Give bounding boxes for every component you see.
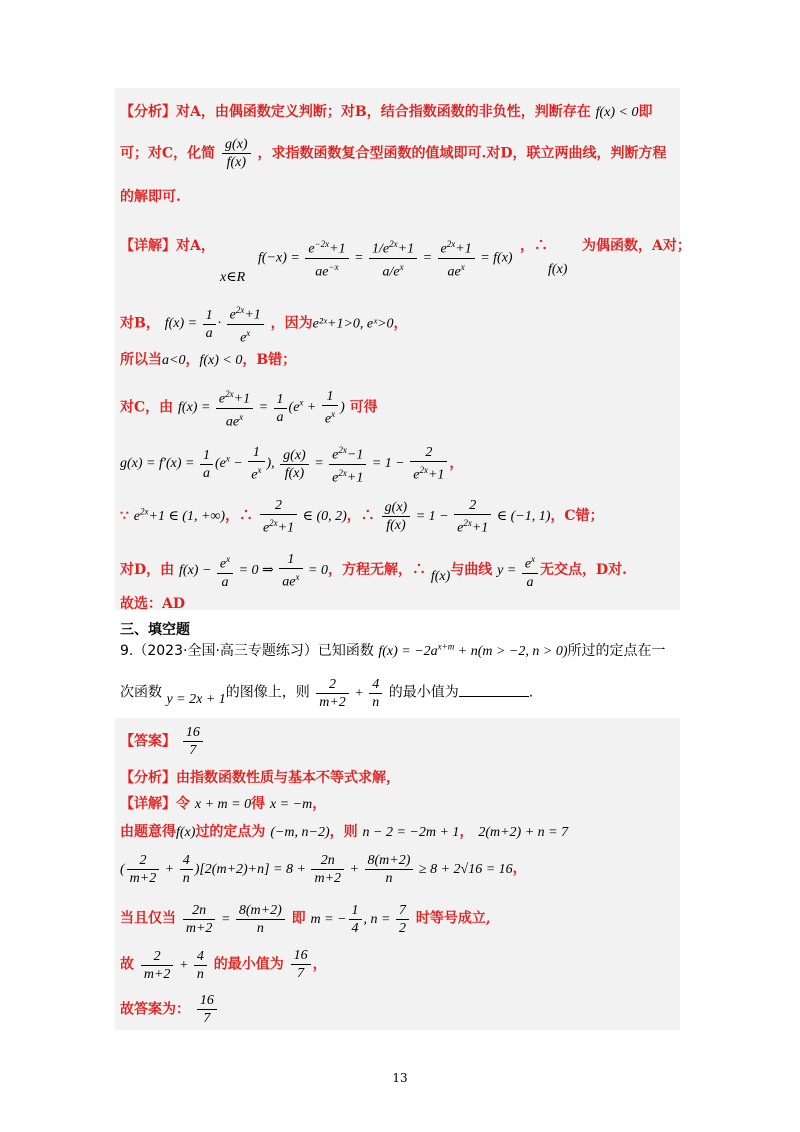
detail-9-line-2: 由题意得f(x)过的定点为 (−m, n−2)，则 n − 2 = −2m + 1， 2(m+2) + n = 7 xyxy=(120,824,569,840)
analysis-line-3: 的解即可. xyxy=(120,189,181,205)
detail-9-line-3: ( $\frac{2}{m+2}$ + $\frac{4}{n}$ )[2(m+2)+n] = 8 + $\frac{2n}{m+2}$ + $\frac{8(m+2)}{n}$ ≥ 8 + 2√16 = 16， xyxy=(120,853,527,886)
answer-9: 【答案】 $\frac{16}{7}$ xyxy=(120,724,205,760)
analysis-line-1: 【分析】对A，由偶函数定义判断；对B，结合指数函数的非负性，判断存在 f(x) < 0即 xyxy=(120,104,653,120)
detail-b-so: 所以当a<0，f(x) < 0，B错； xyxy=(120,352,297,368)
detail-c-line-2: g(x) = f′(x) = $\frac{1}{a}$ ($e^x$ − $\frac{1}{e^x}$ ), $\frac{g(x)}{f(x)}$ = $\frac{e^{2x}-1}{e^{2x}+1}$ = 1 − $\frac{2}{e^{2x}+1}$ ， xyxy=(120,442,463,478)
page-number: 13 xyxy=(392,1071,408,1085)
detail-c-line-3: ∵ $e^{2x}+1$ ∈ (1, +∞)，∴ $\frac{2}{e^{2x}+1}$ ∈ (0, 2)，∴ $\frac{g(x)}{f(x)}$ = 1 − $\frac{2}{e^{2x}+1}$ ∈ (−1, 1)，C错； xyxy=(120,498,604,536)
detail-d-line: 对D，由 f(x) − $\frac{e^x}{a}$ = 0 ⇒ $\frac{1}{ae^x}$ = 0，方程无解，∴ f(x)与曲线 y = $\frac{e^x}{a}$ 无交点，D对. xyxy=(120,552,628,590)
answer-ad: 故选：AD xyxy=(120,596,186,612)
detail-9-line-1: 【详解】令 x + m = 0得 x = −m， xyxy=(120,796,327,812)
detail-9-line-4: 当且仅当 $\frac{2n}{m+2}$ = $\frac{8(m+2)}{n}$ 即 m = − $\frac{1}{4}$ , n = $\frac{7}{2}$ 时等号成立, xyxy=(120,903,491,936)
analysis-9: 【分析】由指数函数性质与基本不等式求解， xyxy=(120,770,400,786)
fraction-g-over-f: $\frac{g(x)}{f(x)}$ xyxy=(222,136,251,171)
detail-c-line-1: 对C，由 f(x) = $\frac{e^{2x}+1}{ae^x}$ = $\frac{1}{a}$ ($e^x$ + $\frac{1}{e^x}$ ) 可得 xyxy=(120,386,378,422)
question-9-line-1: 9.（2023·全国·高三专题练习）已知函数 $f(x) = -2a^{x+m} + n(m > -2$, n > 0)所过的定点在一 xyxy=(120,641,666,659)
analysis-line-2: 可；对C，化简 $\frac{g(x)}{f(x)}$ ，求指数函数复合型函数的值域即可.对D，联立两曲线，判断方程 xyxy=(120,137,667,170)
section-heading: 三、填空题 xyxy=(120,622,190,638)
detail-9-line-6: 故答案为： $\frac{16}{7}$ xyxy=(120,992,219,1028)
question-9-line-2: 次函数 y = 2x + 1的图像上，则 $\frac{2}{m+2}$ + $\frac{4}{n}$ 的最小值为 . xyxy=(120,677,534,710)
detail-b-line: 对B， f(x) = $\frac{1}{a}$ · $\frac{e^{2x}+1}{e^x}$ ，因为e²ˣ+1>0, eˣ>0， xyxy=(120,302,408,338)
answer-blank[interactable] xyxy=(459,682,529,697)
detail-a-line: 【详解】对A， x∈R f(−x) = $\frac{e^{-2x}+1}{ae^{-x}}$ = $\frac{1/e^{2x}+1}{a/e^x}$ = $\frac{e^{2x}+1}{ae^x}$ = f(x) ，∴ f(x) 为偶函数，A对； xyxy=(120,238,691,285)
detail-9-line-5: 故 $\frac{2}{m+2}$ + $\frac{4}{n}$ 的最小值为 $\frac{16}{7}$ ， xyxy=(120,948,327,982)
